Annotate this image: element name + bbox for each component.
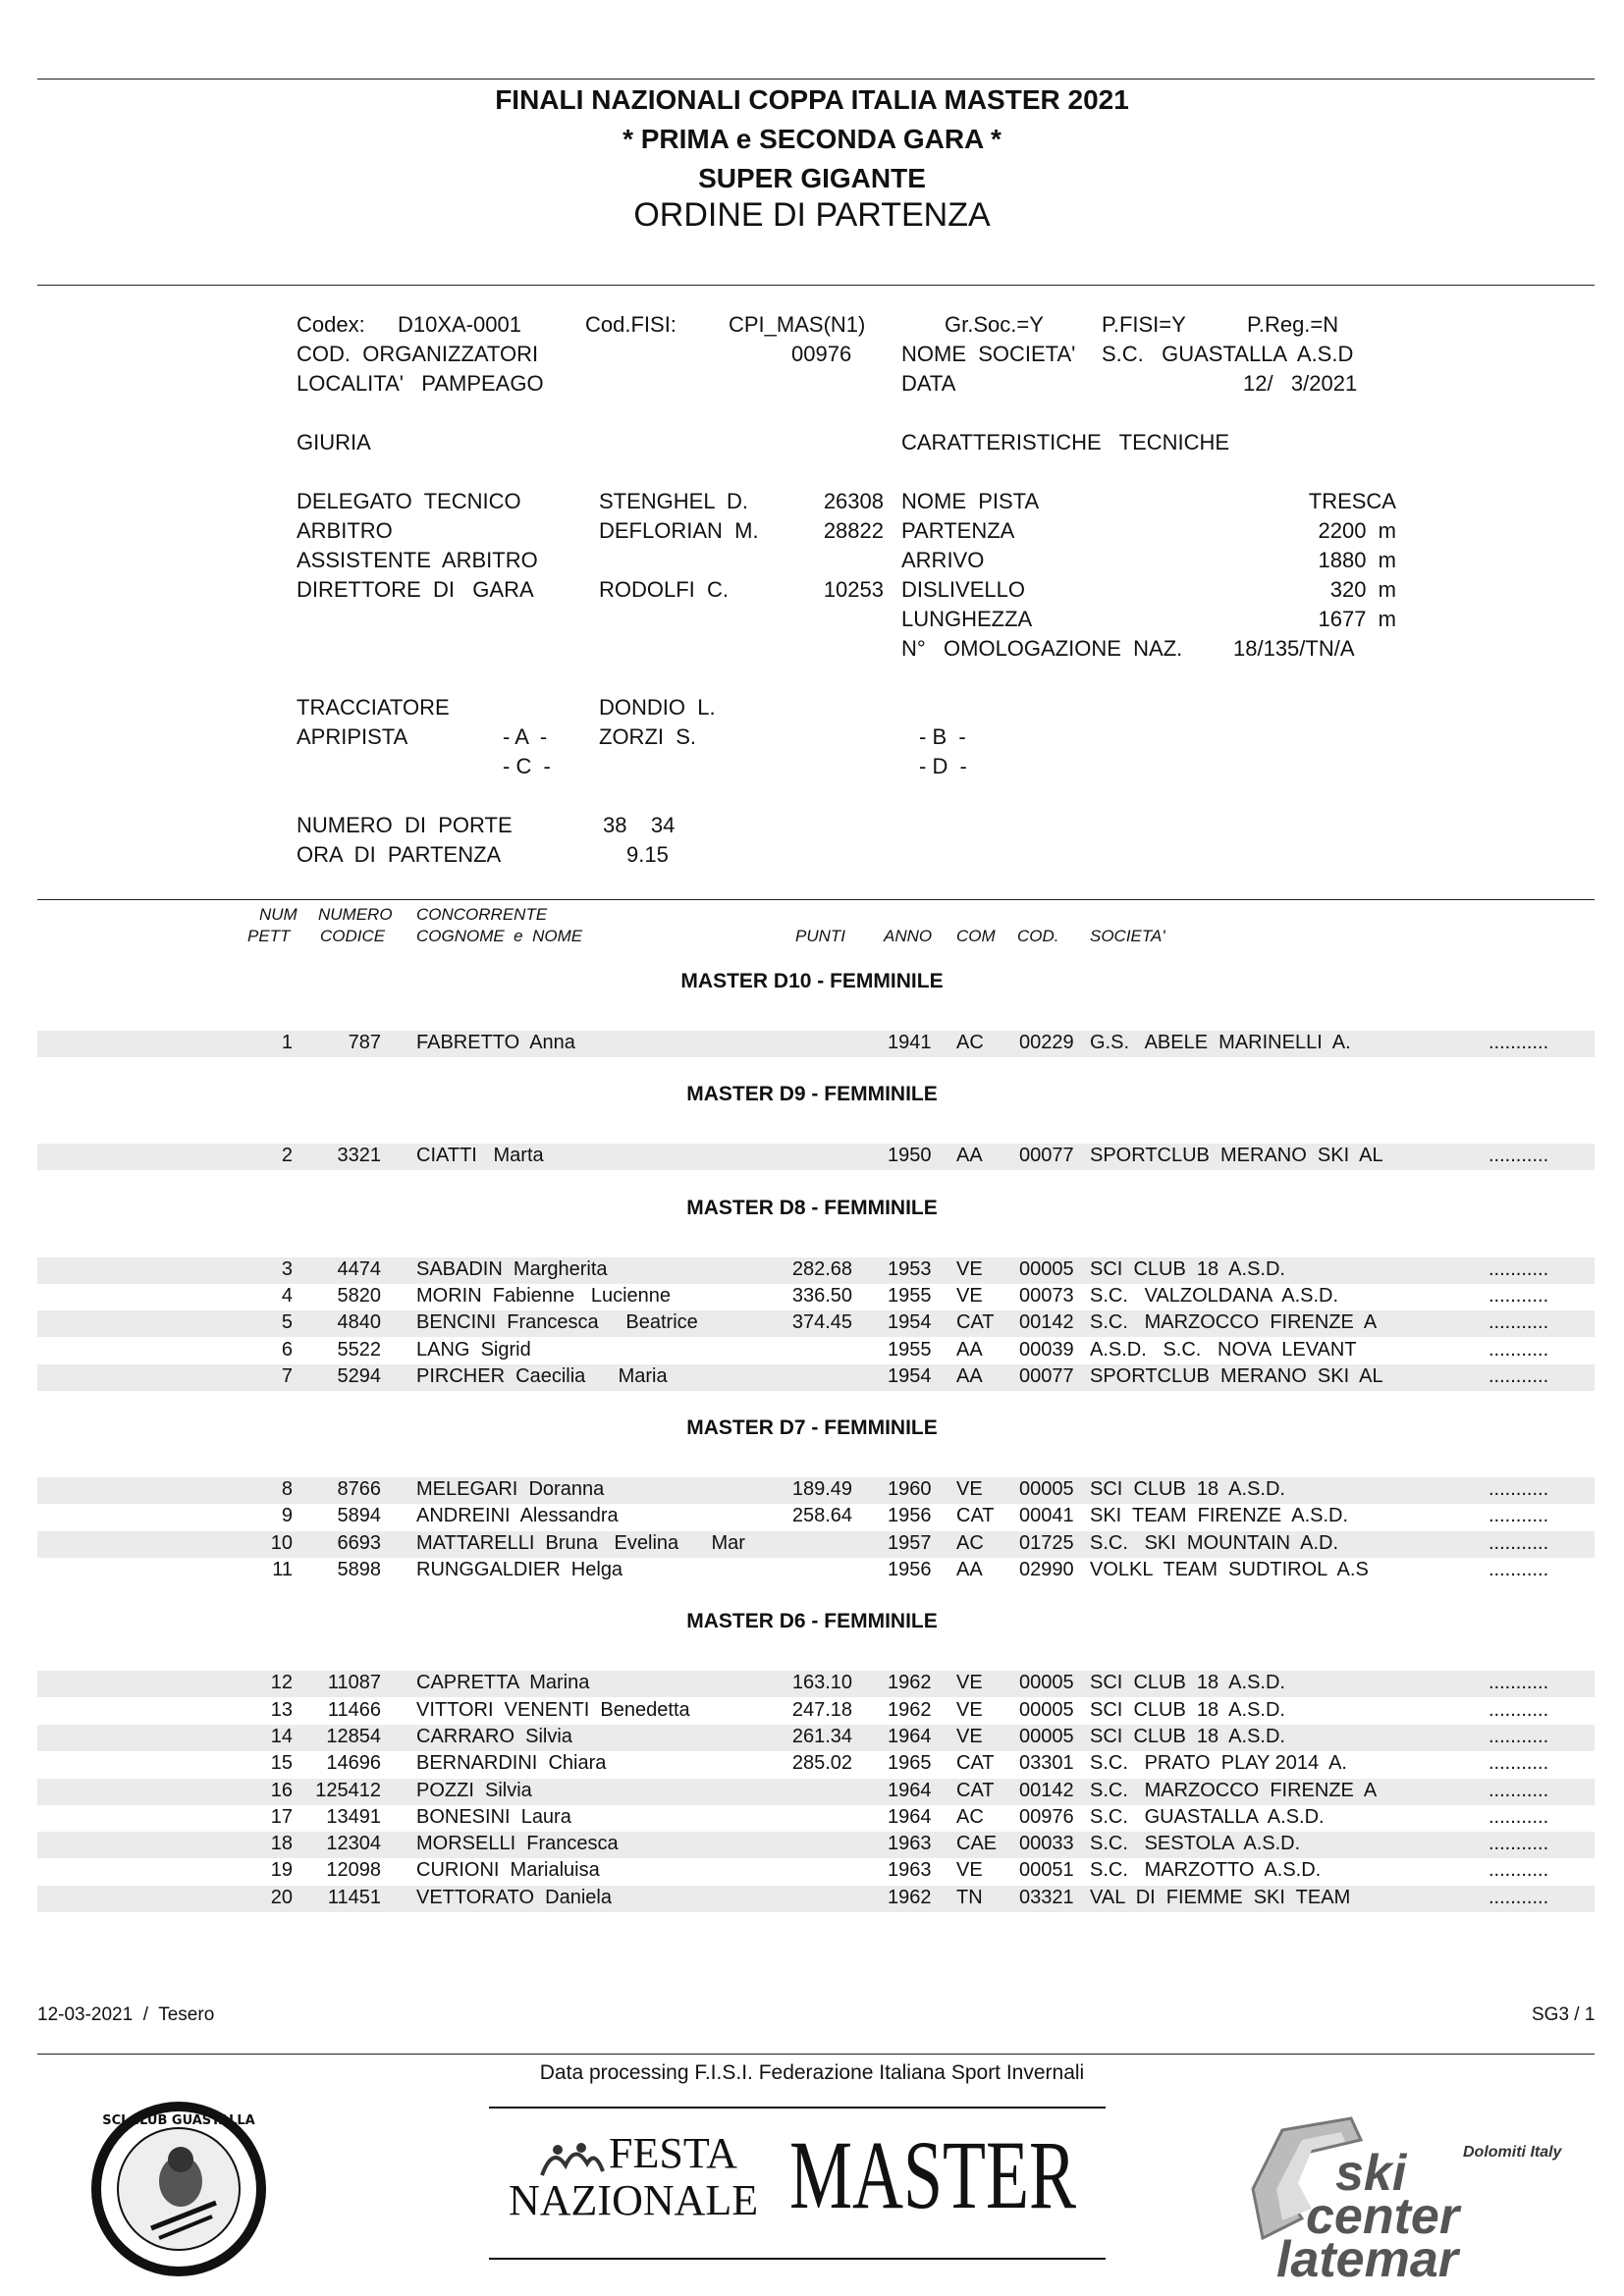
cell-cod: 00039	[1019, 1338, 1074, 1361]
cell-societa: SCI CLUB 18 A.S.D.	[1090, 1478, 1285, 1501]
cell-societa: VAL DI FIEMME SKI TEAM	[1090, 1886, 1351, 1908]
cell-dots: ...........	[1489, 1886, 1549, 1908]
cell-pett: 1	[281, 1032, 293, 1053]
cell-anno: 1950	[888, 1145, 932, 1167]
center-word: center	[1306, 2188, 1460, 2245]
cell-societa: SPORTCLUB MERANO SKI AL	[1090, 1364, 1383, 1387]
footer-processing: Data processing F.I.S.I. Federazione Italiana Sport Invernali	[539, 2061, 1085, 2084]
cell-cod: 03321	[1019, 1886, 1074, 1908]
jury-name: STENGHEL D.	[599, 489, 748, 513]
cell-com: CAE	[956, 1833, 998, 1855]
cell-name: RUNGGALDIER Helga	[416, 1559, 623, 1580]
tech-value: 1677 m	[1318, 607, 1396, 631]
sci-club-guastalla-logo	[90, 2101, 267, 2277]
footer-page: SG3 / 1	[1532, 2004, 1596, 2025]
header-rule	[37, 285, 1595, 286]
cell-codice: 5522	[337, 1338, 381, 1361]
cell-punti: 189.49	[791, 1478, 852, 1501]
cell-pett: 16	[270, 1779, 293, 1801]
category-title: MASTER D7 - FEMMINILE	[686, 1416, 938, 1440]
cell-cod: 02990	[1019, 1559, 1074, 1580]
cell-codice: 5294	[337, 1364, 381, 1387]
cell-name: VITTORI VENENTI Benedetta	[416, 1698, 690, 1721]
cell-name: BERNARDINI Chiara	[416, 1752, 607, 1775]
cell-com: AA	[956, 1338, 983, 1361]
category-title: MASTER D6 - FEMMINILE	[686, 1610, 938, 1633]
apripista-a: - A -	[503, 724, 548, 749]
cell-name: MATTARELLI Bruna Evelina Mar	[416, 1531, 745, 1554]
cell-dots: ...........	[1489, 1257, 1549, 1280]
col-codice: CODICE	[320, 927, 386, 945]
cell-codice: 787	[348, 1032, 381, 1053]
cell-pett: 9	[281, 1505, 293, 1527]
nome-soc-label: NOME SOCIETA'	[901, 342, 1076, 366]
cell-cod: 01725	[1019, 1531, 1074, 1554]
tech-label: NOME PISTA	[901, 489, 1040, 513]
cell-cod: 00051	[1019, 1859, 1074, 1882]
cell-pett: 14	[270, 1725, 293, 1747]
cell-name: SABADIN Margherita	[416, 1257, 608, 1280]
table-row	[37, 1858, 1595, 1885]
cell-societa: SCI CLUB 18 A.S.D.	[1090, 1698, 1285, 1721]
tech-value: 2200 m	[1318, 518, 1396, 543]
table-row	[37, 1698, 1595, 1725]
table-row	[37, 1531, 1595, 1558]
cell-pett: 19	[270, 1859, 293, 1882]
cell-pett: 11	[272, 1559, 293, 1580]
cell-punti: 247.18	[791, 1698, 852, 1721]
col-num: NUM	[259, 905, 298, 924]
cell-com: AA	[956, 1559, 983, 1580]
cell-pett: 10	[270, 1531, 293, 1554]
cell-anno: 1964	[888, 1779, 932, 1801]
pfisi: P.FISI=Y	[1102, 312, 1186, 337]
cell-pett: 15	[270, 1752, 293, 1775]
cell-anno: 1954	[888, 1364, 932, 1387]
cell-societa: S.C. SESTOLA A.S.D.	[1090, 1833, 1301, 1855]
tech-label: DISLIVELLO	[901, 577, 1025, 602]
cell-name: POZZI Silvia	[416, 1779, 532, 1801]
cell-anno: 1953	[888, 1257, 932, 1280]
cell-codice: 12304	[326, 1833, 381, 1855]
cell-name: LANG Sigrid	[416, 1338, 531, 1361]
cell-dots: ...........	[1489, 1779, 1549, 1801]
title-line-3: SUPER GIGANTE	[698, 163, 926, 193]
data-value: 12/ 3/2021	[1243, 371, 1358, 396]
cell-punti: 336.50	[791, 1284, 852, 1307]
cod-org-label: COD. ORGANIZZATORI	[297, 342, 539, 366]
cell-name: VETTORATO Daniela	[416, 1886, 612, 1908]
jury-code: 10253	[823, 577, 884, 602]
cell-com: AA	[956, 1364, 983, 1387]
cell-dots: ...........	[1489, 1833, 1549, 1855]
table-row	[37, 1031, 1595, 1057]
cell-anno: 1954	[888, 1311, 932, 1334]
table-row	[37, 1671, 1595, 1697]
cell-dots: ...........	[1489, 1145, 1549, 1167]
cell-pett: 6	[281, 1338, 293, 1361]
tech-label: ARRIVO	[901, 548, 985, 572]
cell-name: CARRARO Silvia	[416, 1725, 572, 1747]
cell-pett: 13	[270, 1698, 293, 1721]
cell-com: VE	[956, 1725, 983, 1747]
cell-com: AC	[956, 1805, 984, 1828]
table-row	[37, 1477, 1595, 1504]
tech-value: 1880 m	[1318, 548, 1396, 572]
cell-punti: 282.68	[791, 1257, 852, 1280]
tracciatore-value: DONDIO L.	[599, 695, 716, 720]
footer-date-place: 12-03-2021 / Tesero	[37, 2004, 215, 2025]
cell-codice: 14696	[326, 1752, 381, 1775]
cell-com: TN	[956, 1886, 983, 1908]
cell-pett: 18	[270, 1833, 293, 1855]
cell-cod: 00142	[1019, 1779, 1074, 1801]
cell-anno: 1955	[888, 1284, 932, 1307]
cell-codice: 5898	[337, 1559, 381, 1580]
cell-codice: 11466	[327, 1698, 381, 1721]
cell-punti: 374.45	[791, 1311, 852, 1334]
cell-punti: 261.34	[791, 1725, 852, 1747]
cell-com: CAT	[956, 1779, 995, 1801]
cell-com: AC	[956, 1531, 984, 1554]
preg: P.Reg.=N	[1247, 312, 1339, 337]
cell-codice: 11087	[327, 1672, 381, 1694]
jury-role: ASSISTENTE ARBITRO	[297, 548, 538, 572]
category-title: MASTER D10 - FEMMINILE	[680, 970, 944, 992]
omologazione-label: N° OMOLOGAZIONE NAZ.	[901, 636, 1183, 661]
cell-cod: 00005	[1019, 1478, 1074, 1501]
cell-cod: 00077	[1019, 1145, 1074, 1167]
col-cognome: COGNOME e NOME	[416, 927, 583, 945]
giuria-label: GIURIA	[297, 430, 371, 454]
col-com: COM	[956, 927, 996, 945]
cell-com: VE	[956, 1698, 983, 1721]
table-row	[37, 1338, 1595, 1364]
cell-name: PIRCHER Caecilia Maria	[416, 1364, 668, 1387]
cell-name: BENCINI Francesca Beatrice	[416, 1311, 698, 1334]
cell-codice: 3321	[337, 1145, 381, 1167]
cell-com: VE	[956, 1859, 983, 1882]
cell-pett: 5	[281, 1311, 293, 1334]
cell-codice: 5820	[337, 1284, 381, 1307]
ora-value: 9.15	[626, 842, 669, 867]
table-row	[37, 1310, 1595, 1337]
tech-value: 320 m	[1329, 577, 1396, 602]
cod-org-value: 00976	[791, 342, 852, 366]
footer-rule	[37, 2054, 1595, 2055]
cell-dots: ...........	[1489, 1859, 1549, 1882]
apripista-b: - B -	[919, 724, 966, 749]
localita-label: LOCALITA' PAMPEAGO	[297, 371, 544, 396]
cell-dots: ...........	[1489, 1311, 1549, 1334]
codex-value: D10XA-0001	[398, 312, 521, 337]
cell-codice: 11451	[327, 1886, 381, 1908]
cell-anno: 1964	[888, 1805, 932, 1828]
apripista-d: - D -	[919, 754, 967, 778]
cell-cod: 00041	[1019, 1505, 1074, 1527]
cell-com: VE	[956, 1284, 983, 1307]
apripista-c: - C -	[503, 754, 551, 778]
festa-bottom-rule	[489, 2258, 1106, 2260]
cell-name: ANDREINI Alessandra	[416, 1505, 619, 1527]
cell-anno: 1957	[888, 1531, 932, 1554]
cell-punti: 285.02	[791, 1752, 852, 1775]
cell-dots: ...........	[1489, 1032, 1549, 1053]
cell-societa: SCI CLUB 18 A.S.D.	[1090, 1672, 1285, 1694]
cell-societa: SPORTCLUB MERANO SKI AL	[1090, 1145, 1383, 1167]
cell-pett: 17	[270, 1805, 293, 1828]
cell-punti: 163.10	[791, 1672, 852, 1694]
col-punti: PUNTI	[795, 927, 845, 945]
cell-anno: 1955	[888, 1338, 932, 1361]
jury-role: DIRETTORE DI GARA	[297, 577, 534, 602]
col-pett: PETT	[247, 927, 291, 945]
ski-word: ski	[1335, 2145, 1407, 2202]
table-row	[37, 1257, 1595, 1284]
jury-name: DEFLORIAN M.	[599, 518, 759, 543]
tracciatore-label: TRACCIATORE	[297, 695, 450, 720]
cell-dots: ...........	[1489, 1338, 1549, 1361]
codex-label: Codex:	[297, 312, 365, 337]
cell-societa: S.C. MARZOTTO A.S.D.	[1090, 1859, 1322, 1882]
omologazione-value: 18/135/TN/A	[1233, 636, 1355, 661]
top-rule	[37, 79, 1595, 80]
table-row	[37, 1751, 1595, 1778]
jury-code: 28822	[823, 518, 884, 543]
tech-label: LUNGHEZZA	[901, 607, 1033, 631]
cell-cod: 00005	[1019, 1725, 1074, 1747]
latemar-word: latemar	[1276, 2231, 1458, 2288]
cell-name: MORIN Fabienne Lucienne	[416, 1284, 672, 1307]
cell-societa: S.C. VALZOLDANA A.S.D.	[1090, 1284, 1339, 1307]
cell-societa: S.C. PRATO PLAY 2014 A.	[1090, 1752, 1347, 1775]
cell-dots: ...........	[1489, 1725, 1549, 1747]
cell-codice: 13491	[326, 1805, 381, 1828]
col-concorrente: CONCORRENTE	[416, 905, 548, 924]
cell-anno: 1965	[888, 1752, 932, 1775]
ora-label: ORA DI PARTENZA	[297, 842, 502, 867]
master-word: MASTER	[789, 2120, 1077, 2229]
cell-dots: ...........	[1489, 1805, 1549, 1828]
cell-societa: S.C. MARZOCCO FIRENZE A	[1090, 1779, 1378, 1801]
cell-cod: 00229	[1019, 1032, 1074, 1053]
cell-dots: ...........	[1489, 1672, 1549, 1694]
cell-pett: 7	[281, 1364, 293, 1387]
cell-name: CIATTI Marta	[416, 1145, 544, 1167]
col-societa: SOCIETA'	[1090, 927, 1165, 945]
porte-label: NUMERO DI PORTE	[297, 813, 513, 837]
cell-cod: 00077	[1019, 1364, 1074, 1387]
cell-societa: VOLKL TEAM SUDTIROL A.S	[1090, 1559, 1369, 1580]
cell-anno: 1956	[888, 1505, 932, 1527]
cell-codice: 4474	[337, 1257, 381, 1280]
cell-dots: ...........	[1489, 1364, 1549, 1387]
festa-top-rule	[489, 2107, 1106, 2109]
cell-cod: 00073	[1019, 1284, 1074, 1307]
cell-pett: 12	[270, 1672, 293, 1694]
cell-name: MELEGARI Doranna	[416, 1478, 605, 1501]
cell-anno: 1962	[888, 1672, 932, 1694]
sci-club-logo-text: SCI CLUB GUASTALLA	[102, 2113, 255, 2128]
cell-dots: ...........	[1489, 1698, 1549, 1721]
cell-name: BONESINI Laura	[416, 1805, 571, 1828]
title-line-2: * PRIMA e SECONDA GARA *	[623, 124, 1001, 154]
cell-pett: 2	[281, 1145, 293, 1167]
festa-word: FESTA	[609, 2129, 737, 2177]
cell-name: CURIONI Marialuisa	[416, 1859, 600, 1882]
table-row	[37, 1558, 1595, 1584]
table-row	[37, 1144, 1595, 1170]
category-title: MASTER D8 - FEMMINILE	[686, 1196, 938, 1219]
cell-dots: ...........	[1489, 1284, 1549, 1307]
table-row	[37, 1805, 1595, 1832]
cell-com: VE	[956, 1672, 983, 1694]
cell-com: VE	[956, 1257, 983, 1280]
cell-dots: ...........	[1489, 1531, 1549, 1554]
caratteristiche-label: CARATTERISTICHE TECNICHE	[901, 430, 1230, 454]
cell-punti: 258.64	[791, 1505, 852, 1527]
cell-cod: 03301	[1019, 1752, 1074, 1775]
cell-pett: 20	[270, 1886, 293, 1908]
cell-societa: A.S.D. S.C. NOVA LEVANT	[1090, 1338, 1357, 1361]
codfisi-value: CPI_MAS(N1)	[729, 312, 866, 337]
cell-name: CAPRETTA Marina	[416, 1672, 590, 1694]
cell-societa: SCI CLUB 18 A.S.D.	[1090, 1725, 1285, 1747]
col-cod: COD.	[1017, 927, 1059, 945]
cell-com: VE	[956, 1478, 983, 1501]
cell-codice: 4840	[337, 1311, 381, 1334]
data-label: DATA	[901, 371, 956, 396]
cell-anno: 1964	[888, 1725, 932, 1747]
cell-com: AC	[956, 1032, 984, 1053]
cell-codice: 125412	[315, 1779, 381, 1801]
porte-value: 38 34	[603, 813, 676, 837]
cell-dots: ...........	[1489, 1505, 1549, 1527]
cell-anno: 1963	[888, 1859, 932, 1882]
tech-label: PARTENZA	[901, 518, 1015, 543]
cell-anno: 1962	[888, 1698, 932, 1721]
cell-pett: 3	[281, 1257, 293, 1280]
jury-role: DELEGATO TECNICO	[297, 489, 521, 513]
tech-value: TRESCA	[1308, 489, 1396, 513]
cell-codice: 8766	[337, 1478, 381, 1501]
cell-com: CAT	[956, 1752, 995, 1775]
jury-role: ARBITRO	[297, 518, 393, 543]
cell-dots: ...........	[1489, 1478, 1549, 1501]
cell-anno: 1956	[888, 1559, 932, 1580]
cell-cod: 00976	[1019, 1805, 1074, 1828]
cell-anno: 1960	[888, 1478, 932, 1501]
cell-societa: S.C. MARZOCCO FIRENZE A	[1090, 1311, 1378, 1334]
cell-codice: 5894	[337, 1505, 381, 1527]
cell-cod: 00005	[1019, 1257, 1074, 1280]
cell-cod: 00005	[1019, 1672, 1074, 1694]
cell-anno: 1963	[888, 1833, 932, 1855]
grsoc: Gr.Soc.=Y	[945, 312, 1044, 337]
codfisi-label: Cod.FISI:	[585, 312, 677, 337]
cell-codice: 12098	[326, 1859, 381, 1882]
cell-cod: 00033	[1019, 1833, 1074, 1855]
cell-cod: 00005	[1019, 1698, 1074, 1721]
table-row	[37, 1725, 1595, 1751]
table-row	[37, 1779, 1595, 1805]
cell-pett: 4	[281, 1284, 293, 1307]
title-line-4: ORDINE DI PARTENZA	[633, 196, 991, 234]
dolomiti-italy: Dolomiti Italy	[1463, 2144, 1562, 2161]
cell-societa: S.C. GUASTALLA A.S.D.	[1090, 1805, 1325, 1828]
jury-code: 26308	[823, 489, 884, 513]
cell-societa: SKI TEAM FIRENZE A.S.D.	[1090, 1505, 1349, 1527]
cell-codice: 6693	[337, 1531, 381, 1554]
nome-soc-value: S.C. GUASTALLA A.S.D	[1102, 342, 1354, 366]
cell-codice: 12854	[326, 1725, 381, 1747]
cell-com: CAT	[956, 1505, 995, 1527]
table-row	[37, 1284, 1595, 1310]
table-row	[37, 1364, 1595, 1391]
cell-societa: SCI CLUB 18 A.S.D.	[1090, 1257, 1285, 1280]
cell-societa: S.C. SKI MOUNTAIN A.D.	[1090, 1531, 1338, 1554]
cell-anno: 1962	[888, 1886, 932, 1908]
cell-pett: 8	[281, 1478, 293, 1501]
cell-name: FABRETTO Anna	[416, 1032, 575, 1053]
cell-anno: 1941	[888, 1032, 932, 1053]
cell-societa: G.S. ABELE MARINELLI A.	[1090, 1032, 1351, 1053]
title-line-1: FINALI NAZIONALI COPPA ITALIA MASTER 2021	[495, 84, 1129, 115]
col-numero: NUMERO	[318, 905, 393, 924]
cell-name: MORSELLI Francesca	[416, 1833, 619, 1855]
cell-dots: ...........	[1489, 1752, 1549, 1775]
cell-dots: ...........	[1489, 1559, 1549, 1580]
jury-name: RODOLFI C.	[599, 577, 730, 602]
cell-com: AA	[956, 1145, 983, 1167]
table-row	[37, 1832, 1595, 1858]
apripista-a-name: ZORZI S.	[599, 724, 696, 749]
cell-cod: 00142	[1019, 1311, 1074, 1334]
table-rule	[37, 899, 1595, 900]
nazionale-word: NAZIONALE	[509, 2176, 759, 2224]
table-row	[37, 1504, 1595, 1530]
table-row	[37, 1886, 1595, 1912]
cell-com: CAT	[956, 1311, 995, 1334]
col-anno: ANNO	[884, 927, 933, 945]
category-title: MASTER D9 - FEMMINILE	[686, 1083, 938, 1106]
apripista-label: APRIPISTA	[297, 724, 408, 749]
